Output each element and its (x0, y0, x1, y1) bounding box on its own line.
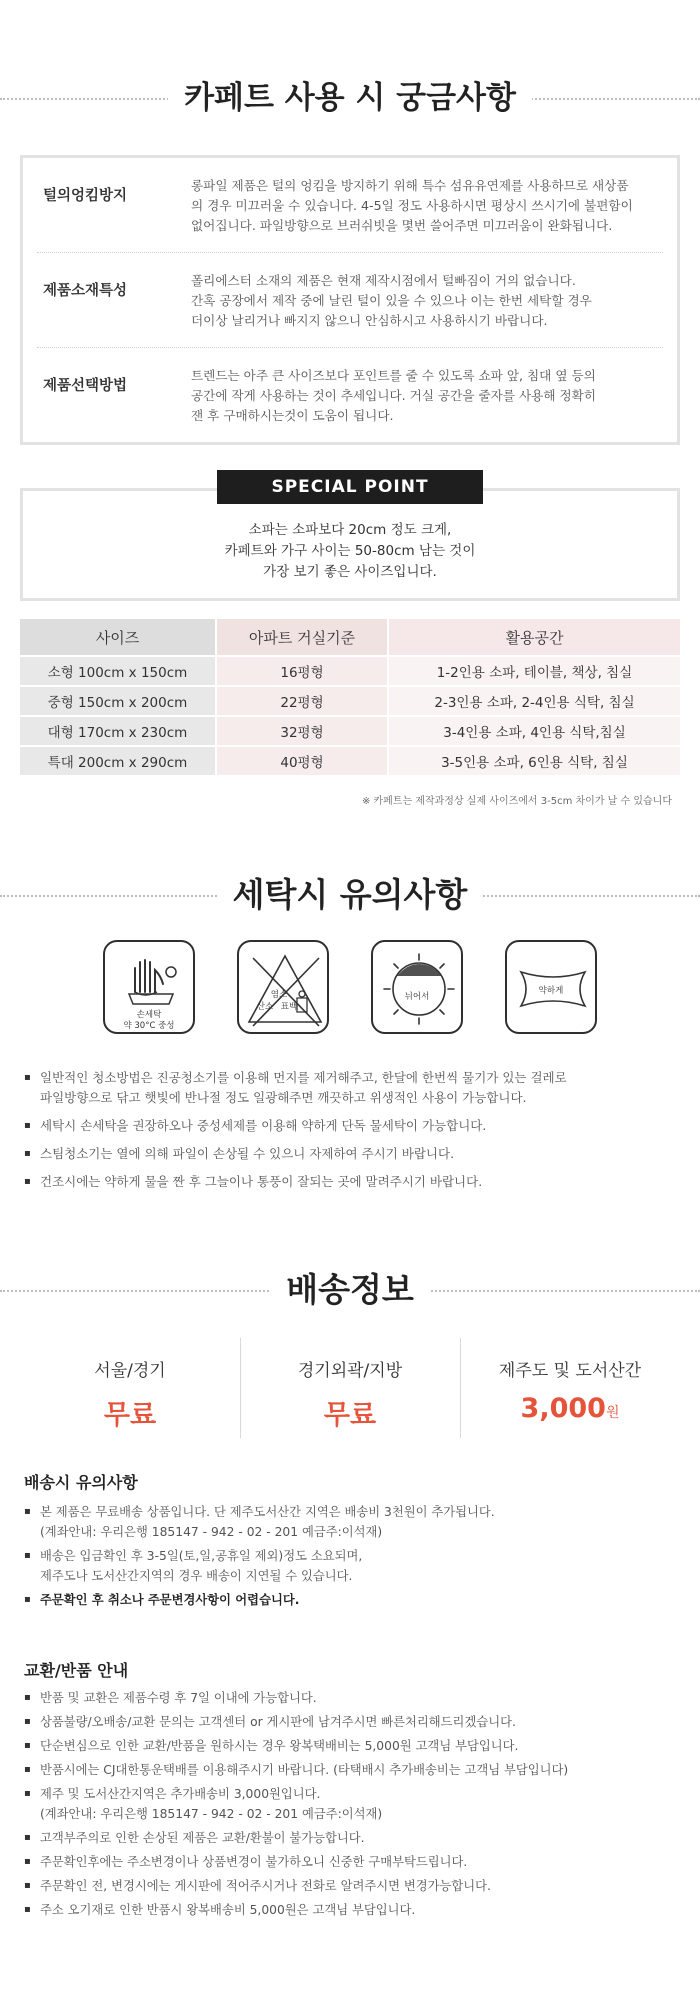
faq-line: 트렌드는 아주 큰 사이즈보다 포인트를 줄 수 있도록 쇼파 앞, 침대 옆 등의 (191, 368, 596, 383)
list-item: ▪ 상품불량/오배송/교환 문의는 고객센터 or 게시판에 남겨주시면 빠른처리해드리겠습니다. (24, 1712, 684, 1732)
list-item: ▪ 세탁시 손세탁을 권장하오나 중성세제를 이용해 약하게 단독 물세탁이 가능합니다. (24, 1116, 684, 1136)
table-cell: 22평형 (216, 686, 388, 716)
list-item: ▪ 반품 및 교환은 제품수령 후 7일 이내에 가능합니다. (24, 1688, 684, 1708)
list-item: ▪ 스팀청소기는 열에 의해 파일이 손상될 수 있으니 자제하여 주시기 바랍니다. (24, 1144, 684, 1164)
list-item (24, 1068, 684, 1108)
special-point-text (20, 520, 680, 583)
shipping-fees (20, 1334, 680, 1444)
list-item: ▪ 주문확인 전, 변경시에는 게시판에 적어주시거나 전화로 알려주시면 변경가능합니다. (24, 1876, 684, 1896)
fee-amount: 무료 (323, 1400, 377, 1431)
faq-row (37, 348, 663, 443)
faq-line: 공간에 작게 사용하는 것이 추세입니다. 거실 공간을 줄자를 사용해 정확히 (191, 388, 596, 403)
list-item: ▪ 건조시에는 약하게 물을 짠 후 그늘이나 통풍이 잘되는 곳에 말려주시기 바랍니다. (24, 1172, 684, 1192)
region-label: 제주도 및 도서산간 (498, 1361, 642, 1381)
icon-label: 염소 (270, 990, 288, 1000)
notice-line: 제주도나 도서산간지역의 경우 배송이 지연될 수 있습니다. (40, 1569, 353, 1583)
list-item (24, 1502, 684, 1542)
faq-answer (177, 271, 663, 331)
faq-line: 의 경우 미끄러울 수 있습니다. 4-5일 정도 사용하시면 평상시 쓰시기에 불편함이 (191, 198, 633, 213)
fee-amount: 3,000 (520, 1393, 606, 1424)
list-item: ▪ 반품시에는 CJ대한통운택배를 이용해주시기 바랍니다. (타택배시 추가배송비는 고객님 부담입니다) (24, 1760, 684, 1780)
faq-key: 털의엉킴방지 (43, 188, 128, 204)
faq-box (20, 155, 680, 445)
table-row (20, 716, 680, 746)
gentle-wash-icon (505, 940, 597, 1034)
icon-label: 산소 (256, 1002, 274, 1012)
faq-row (37, 253, 663, 348)
notice-line: (계좌안내: 우리은행 185147 - 942 - 02 - 201 예금주:이석재) (40, 1525, 383, 1539)
notice-line: ▪ 제주 및 도서산간지역은 추가배송비 3,000원입니다. (40, 1787, 321, 1801)
shipping-fee-column (240, 1334, 460, 1444)
faq-key: 제품선택방법 (43, 378, 128, 394)
shipping-notices (24, 1502, 684, 1614)
faq-key: 제품소재특성 (43, 283, 128, 299)
special-point-line: 가장 보기 좋은 사이즈입니다. (263, 564, 437, 580)
faq-line: 잰 후 구매하시는것이 도움이 됩니다. (191, 408, 394, 423)
list-item (24, 1546, 684, 1586)
fee-amount: 무료 (103, 1400, 157, 1431)
notice-line: ▪ 배송은 입금확인 후 3-5일(토,일,공휴일 제외)정도 소요되며, (40, 1549, 363, 1563)
faq-line: 폴리에스터 소재의 제품은 현재 제작시점에서 털빠짐이 거의 없습니다. (191, 273, 576, 288)
wash-icons (103, 940, 597, 1034)
list-item (24, 1784, 684, 1824)
region-label: 서울/경기 (94, 1361, 166, 1381)
faq-answer (177, 176, 663, 236)
table-header: 아파트 거실기준 (216, 619, 388, 656)
delivery-title: 배송정보 (270, 1268, 430, 1312)
table-cell: 대형 170cm x 230cm (20, 716, 216, 746)
list-item: ▪ 주문확인후에는 주소변경이나 상품변경이 불가하오니 신중한 구매부탁드립니다. (24, 1852, 684, 1872)
faq-row (37, 158, 663, 253)
table-cell: 2-3인용 소파, 2-4인용 식탁, 침실 (388, 686, 680, 716)
icon-label: 손세탁 (136, 1010, 162, 1020)
list-item: ▪ 단순변심으로 인한 교환/반품을 원하시는 경우 왕복택배비는 5,000원 고객님 부담입니다. (24, 1736, 684, 1756)
fee-value (20, 1381, 240, 1432)
wash-note-line: 파일방향으로 닦고 햇빛에 반나절 정도 일광해주면 깨끗하고 위생적인 사용이 가능합니다. (40, 1090, 527, 1105)
wash-note-line: ▪ 일반적인 청소방법은 진공청소기를 이용해 먼지를 제거해주고, 한달에 한번씩 물기가 있는 걸레로 (40, 1070, 567, 1085)
table-cell: 40평형 (216, 746, 388, 776)
icon-label: 약하게 (538, 986, 564, 996)
icon-label: 약 30°C 중성 (123, 1021, 175, 1031)
wash-notes (24, 1068, 684, 1200)
table-cell: 32평형 (216, 716, 388, 746)
faq-title: 카페트 사용 시 궁금사항 (168, 78, 532, 118)
table-cell: 3-5인용 소파, 6인용 식탁, 침실 (388, 746, 680, 776)
faq-line: 더이상 날리거나 빠지지 않으니 안심하시고 사용하시기 바랍니다. (191, 313, 548, 328)
fee-value (460, 1381, 680, 1424)
special-point-line: 소파는 소파보다 20cm 정도 크게, (248, 522, 452, 538)
table-header: 사이즈 (20, 619, 216, 656)
list-item: ▪ 주소 오기재로 인한 반품시 왕복배송비 5,000원은 고객님 부담입니다. (24, 1900, 684, 1920)
table-cell: 특대 200cm x 290cm (20, 746, 216, 776)
faq-section-header (0, 78, 700, 118)
notice-line: (계좌안내: 우리은행 185147 - 942 - 02 - 201 예금주:이석재) (40, 1807, 383, 1821)
no-bleach-icon (237, 940, 329, 1034)
hand-wash-icon (103, 940, 195, 1034)
delivery-section-header (0, 1268, 700, 1312)
list-item: ▪ 주문확인 후 취소나 주문변경사항이 어렵습니다. (24, 1590, 684, 1610)
shipping-fee-column (20, 1334, 240, 1444)
table-row (20, 686, 680, 716)
icon-label: 뉘어서 (404, 992, 430, 1002)
table-row (20, 656, 680, 686)
table-cell: 1-2인용 소파, 테이블, 책상, 침실 (388, 656, 680, 686)
wash-section-header (0, 873, 700, 917)
table-cell: 소형 100cm x 150cm (20, 656, 216, 686)
return-title: 교환/반품 안내 (24, 1661, 129, 1680)
size-note: ※ 카페트는 제작과정상 실제 사이즈에서 3-5cm 차이가 날 수 있습니다 (361, 796, 672, 807)
table-cell: 3-4인용 소파, 4인용 식탁,침실 (388, 716, 680, 746)
region-label: 경기외곽/지방 (297, 1361, 403, 1381)
return-notices (24, 1688, 684, 1924)
faq-answer (177, 366, 663, 426)
icon-label: 표백 (280, 1002, 298, 1012)
table-header-row (20, 619, 680, 656)
table-row (20, 746, 680, 776)
fee-value (240, 1381, 460, 1432)
shipping-fee-column (460, 1334, 680, 1444)
shipping-notice-title: 배송시 유의사항 (24, 1473, 138, 1492)
notice-line: ▪ 본 제품은 무료배송 상품입니다. 단 제주도서산간 지역은 배송비 3천원이 추가됩니다. (40, 1505, 495, 1519)
special-point-tag: SPECIAL POINT (217, 470, 483, 504)
wash-title: 세탁시 유의사항 (217, 873, 484, 917)
special-point-line: 카페트와 가구 사이는 50-80cm 남는 것이 (224, 543, 476, 559)
table-cell: 중형 150cm x 200cm (20, 686, 216, 716)
faq-line: 간혹 공장에서 제작 중에 날린 털이 있을 수 있으나 이는 한번 세탁할 경우 (191, 293, 592, 308)
list-item: ▪ 고객부주의로 인한 손상된 제품은 교환/환불이 불가능합니다. (24, 1828, 684, 1848)
table-header: 활용공간 (388, 619, 680, 656)
fee-unit: 원 (605, 1405, 620, 1421)
size-table (20, 619, 680, 777)
faq-line: 롱파일 제품은 털의 엉킴을 방지하기 위해 특수 섬유유연제를 사용하므로 새상품 (191, 178, 629, 193)
table-cell: 16평형 (216, 656, 388, 686)
faq-line: 없어집니다. 파일방향으로 브러쉬빗을 몇번 쓸어주면 미끄러움이 완화됩니다. (191, 218, 613, 233)
no-tumble-dry-icon (371, 940, 463, 1034)
